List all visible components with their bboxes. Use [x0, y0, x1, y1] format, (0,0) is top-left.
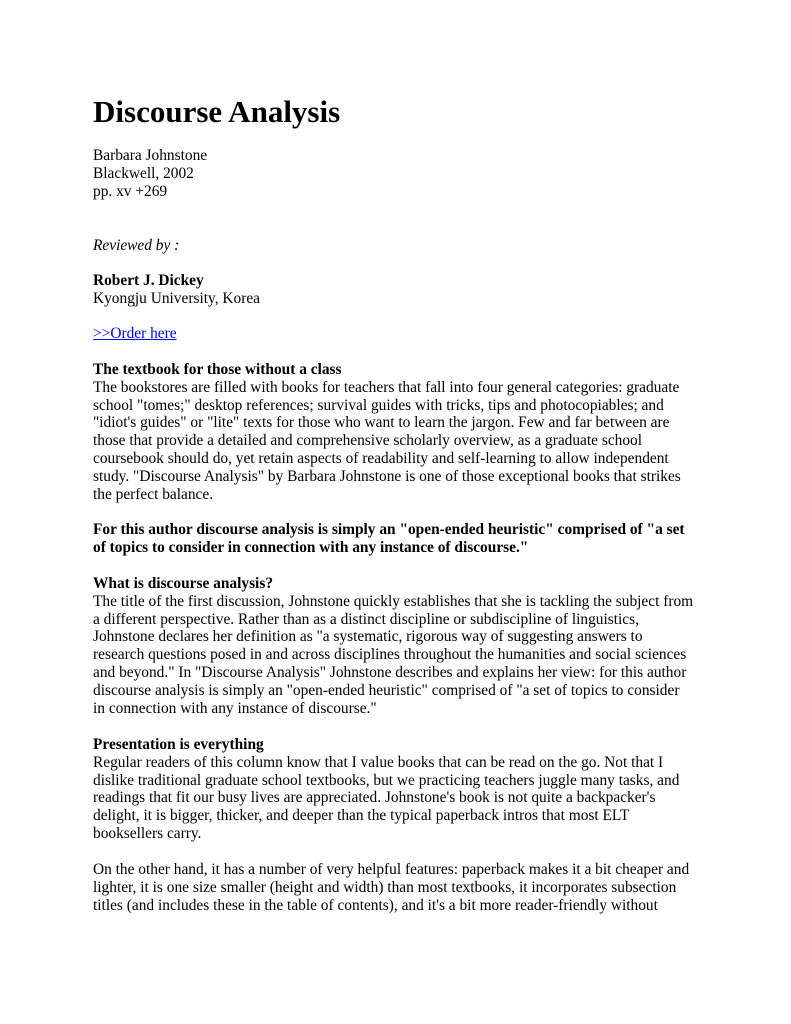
page-title: Discourse Analysis	[93, 94, 341, 129]
paragraph-line: lighter, it is one size smaller (height and width) than most textbooks, it incorporates subsection	[93, 878, 677, 896]
paragraph-line: "idiot's guides" or "lite" texts for those who want to learn the jargon. Few and far between are	[93, 414, 670, 432]
reviewed-by-label: Reviewed by :	[93, 237, 180, 254]
reviewer-affiliation: Kyongju University, Korea	[93, 289, 260, 307]
paragraph-line: coursebook should do, yet retain aspects of readability and self-learning to allow independent	[93, 449, 669, 467]
paragraph-line: booksellers carry.	[93, 824, 202, 842]
section-presentation	[93, 736, 679, 843]
section-other-hand	[93, 861, 689, 914]
book-pages: pp. xv +269	[93, 182, 168, 200]
paragraph-line: dislike traditional graduate school textbooks, but we practicing teachers juggle many tasks, and	[93, 771, 680, 789]
paragraph-line: The title of the first discussion, Johnstone quickly establishes that she is tackling the subject from	[93, 592, 694, 610]
section-heading: Presentation is everything	[93, 736, 264, 753]
paragraph-line: a different perspective. Rather than as a distinct discipline or subdiscipline of linguistics,	[93, 610, 639, 628]
book-author: Barbara Johnstone	[93, 147, 208, 164]
pull-quote-line: For this author discourse analysis is simply an "open-ended heuristic" comprised of "a set	[93, 521, 685, 538]
section-what-is-discourse-analysis	[93, 575, 693, 717]
paragraph-line: school "tomes;" desktop references; survival guides with tricks, tips and photocopiables; and	[93, 396, 664, 414]
section-heading: What is discourse analysis?	[93, 575, 274, 592]
paragraph-line: in connection with any instance of discourse."	[93, 699, 377, 717]
pull-quote	[93, 521, 685, 557]
paragraph-line: the perfect balance.	[93, 485, 214, 503]
order-link-wrapper	[93, 325, 177, 343]
paragraph-line: On the other hand, it has a number of very helpful features: paperback makes it a bit cheaper and	[93, 861, 690, 878]
book-publisher: Blackwell, 2002	[93, 164, 194, 182]
pull-quote-line: of topics to consider in connection with any instance of discourse."	[93, 538, 529, 556]
reviewer-info	[93, 272, 260, 308]
section-textbook	[93, 361, 681, 503]
book-info	[93, 147, 207, 200]
paragraph-line: titles (and includes these in the table of contents), and it's a bit more reader-friendly without	[93, 896, 658, 914]
paragraph-line: research questions posed in and across disciplines throughout the humanities and social sciences	[93, 646, 687, 664]
order-here-link[interactable]: >>Order here	[93, 325, 177, 342]
paragraph-line: and beyond." In "Discourse Analysis" Johnstone describes and explains her view: for this author	[93, 663, 687, 681]
reviewer-name: Robert J. Dickey	[93, 272, 204, 289]
paragraph-line: delight, it is bigger, thicker, and deeper than the typical paperback intros that most ELT	[93, 807, 630, 825]
paragraph-line: Johnstone declares her definition as "a systematic, rigorous way of suggesting answers to	[93, 628, 643, 646]
section-heading: The textbook for those without a class	[93, 361, 342, 378]
paragraph-line: study. "Discourse Analysis" by Barbara Johnstone is one of those exceptional books that strikes	[93, 467, 681, 485]
paragraph-line: Regular readers of this column know that I value books that can be read on the go. Not that I	[93, 753, 664, 771]
paragraph-line: The bookstores are filled with books for teachers that fall into four general categories: graduate	[93, 378, 680, 396]
paragraph-line: discourse analysis is simply an "open-ended heuristic" comprised of "a set of topics to consider	[93, 681, 680, 699]
paragraph-line: readings that fit our busy lives are appreciated. Johnstone's book is not quite a backpacker's	[93, 789, 656, 807]
paragraph-line: those that provide a detailed and comprehensive scholarly overview, as a graduate school	[93, 432, 643, 450]
